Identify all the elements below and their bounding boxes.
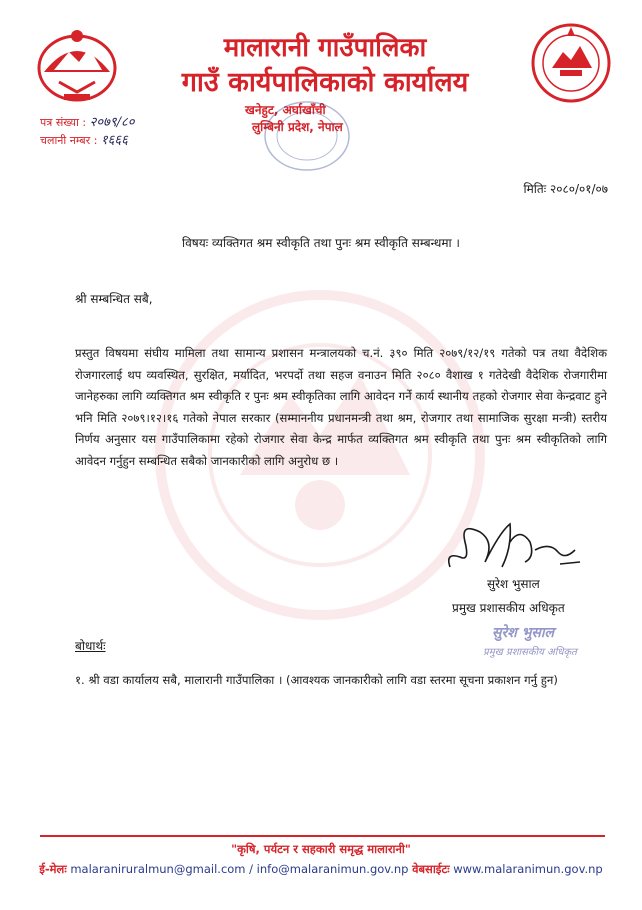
office-title: गाउँ कार्यपालिकाको कार्यालय	[181, 67, 469, 98]
website-value: www.malaranimun.gov.np	[453, 862, 603, 876]
email-label: ई-मेलः	[39, 862, 67, 876]
dispatch-label: चलानी नम्बर :	[40, 134, 98, 147]
cc-list	[75, 670, 607, 692]
letter-date: मितिः २०८०/०१/०७	[523, 182, 608, 196]
website-label: वेबसाईटः	[412, 862, 450, 876]
cc-heading: बोधार्थः	[75, 639, 106, 653]
municipality-seal-icon	[530, 22, 612, 104]
stamp-name: सुरेश भुसाल	[492, 625, 555, 641]
footer-divider	[40, 835, 605, 837]
handwritten-signature	[440, 512, 590, 578]
signatory-name: सुरेश भुसाल	[487, 577, 540, 591]
letter-subject: विषयः व्यक्तिगत श्रम स्वीकृति तथा पुनः श्रम स्वीकृति सम्बन्धमा ।	[182, 236, 460, 250]
municipality-title: मालारानी गाउँपालिका	[223, 33, 427, 63]
ref-label: पत्र संख्या :	[40, 116, 87, 129]
nepal-emblem-icon	[34, 20, 120, 106]
footer-contact	[0, 862, 642, 877]
address-line-2: लुम्बिनी प्रदेश, नेपाल	[252, 120, 343, 134]
signatory-title: प्रमुख प्रशासकीय अधिकृत	[452, 601, 565, 615]
letter-body: प्रस्तुत विषयमा संघीय मामिला तथा सामान्य प्रशासन मन्त्रालयको च.नं. ३९० मिति २०७९/१२/१९ गतेको पत्र तथा वैदेशिक रोजगारलाई थप व्यवस्थित, सुरक्षित, मर्यादित, भरपर्दो तथा सहज वनाउन मिति २०८० वैशाख १ गतेदेखी वैदेशिक रोजगारीमा जानेहरुका लागि व्यक्तिगत श्रम स्वीकृति र पुनः श्रम स्वीकृतिका लागि आवेदन गर्ने कार्य स्थानीय तहको रोजगार सेवा केन्द्रवाट हुने भनि मिति २०७९।१२।१६ गतेको नेपाल सरकार (सम्माननीय प्रधानमन्त्री तथा श्रम, रोजगार तथा सामाजिक सुरक्षा मन्त्री) स्तरीय निर्णय अनुसार यस गाउँपालिकामा रहेको रोजगार सेवा केन्द्र मार्फत व्यक्तिगत श्रम स्वीकृति तथा पुनः श्रम स्वीकृतिको लागि आवेदन गर्नुहुन सम्बन्धित सबैको जानकारीको लागि अनुरोध छ ।	[75, 346, 607, 468]
email-value: malaraniruralmun@gmail.com / info@malaranimun.gov.np	[70, 862, 409, 876]
cc-item: १. श्री वडा कार्यालय सबै, मालारानी गाउँपालिका । (आवश्यक जानकारीको लागि वडा स्तरमा सूचना प्रकाशन गर्नु हुन)	[75, 673, 558, 687]
office-stamp-icon	[262, 96, 352, 176]
stamp-title: प्रमुख प्रशासकीय अधिकृत	[483, 647, 577, 658]
ref-number	[40, 112, 135, 130]
salutation: श्री सम्बन्धित सबै,	[75, 292, 153, 306]
footer-slogan: "कृषि, पर्यटन र सहकारी समृद्ध मालारानी"	[231, 842, 411, 856]
dispatch-number	[40, 130, 128, 148]
address-line-1: खनेहुट, अर्घाखाँची	[245, 103, 326, 117]
ref-value: २०७९/८०	[89, 115, 135, 130]
dispatch-value: १६६६	[100, 133, 128, 148]
